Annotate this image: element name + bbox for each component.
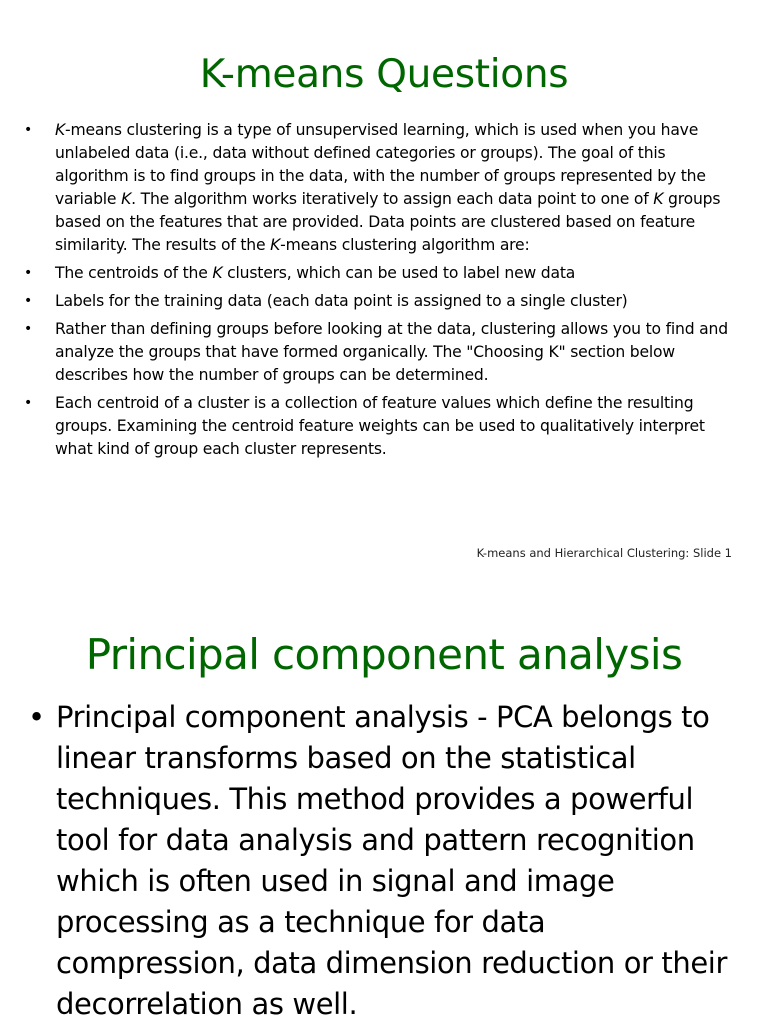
bullet-text: Each centroid of a cluster is a collection of feature values which define the resulting groups. Examining the centroid feature weights can be used to qualitatively interpret what kind of group each cluster represents. — [55, 394, 705, 458]
bullet-item — [24, 119, 736, 257]
bullet-item — [24, 318, 736, 387]
slide-footer: K-means and Hierarchical Clustering: Slide 1 — [476, 546, 732, 560]
slide-title: Principal component analysis — [85, 630, 683, 679]
bullet-text: Rather than defining groups before looking at the data, clustering allows you to find and analyze the groups that have formed organically. The "Choosing K" section below describes how the number of groups can be determined. — [55, 320, 728, 384]
bullet-text: Labels for the training data (each data point is assigned to a single cluster) — [55, 292, 628, 310]
slide-separator — [0, 578, 768, 590]
bullet-item — [24, 392, 736, 461]
bullet-text: The centroids of the K clusters, which can be used to label new data — [55, 264, 576, 282]
bullet-item — [24, 290, 736, 313]
bullet-dot-icon: • — [24, 122, 33, 138]
slide-title: K-means Questions — [199, 52, 569, 97]
bullet-dot-icon: • — [24, 321, 33, 337]
bullet-dot-icon: • — [28, 700, 45, 734]
bullet-dot-icon: • — [24, 293, 33, 309]
bullet-list — [28, 697, 740, 1024]
bullet-item — [28, 697, 740, 1024]
bullet-item — [24, 262, 736, 285]
bullet-text: Principal component analysis - PCA belongs to linear transforms based on the statistical techniques. This method provides a powerful tool for data analysis and pattern recognition which is often used in signal and image processing as a technique for data compression, data dimension reduction or their decorrelation as well. — [56, 700, 727, 1021]
bullet-dot-icon: • — [24, 265, 33, 281]
bullet-text: K-means clustering is a type of unsupervised learning, which is used when you have unlabeled data (i.e., data without defined categories or groups). The goal of this algorithm is to find groups in the data, with the number of groups represented by the variable K. The algorithm works iteratively to assign each data point to one of K groups based on the features that are provided. Data points are clustered based on feature similarity. The results of the K-means clustering algorithm are: — [55, 121, 721, 254]
bullet-dot-icon: • — [24, 395, 33, 411]
bullet-list — [24, 119, 736, 466]
slide-pca — [0, 590, 768, 1024]
